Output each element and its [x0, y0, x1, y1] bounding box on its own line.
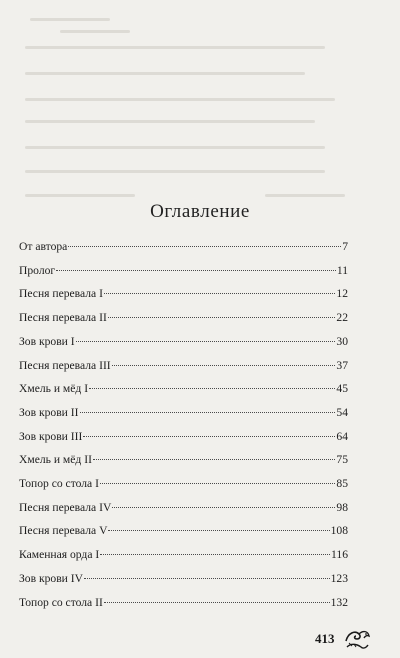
toc-entry-label: Каменная орда I [19, 548, 100, 562]
toc-entry-page: 22 [336, 311, 348, 325]
toc-entry-label: Песня перевала III [19, 358, 111, 372]
dot-leader [89, 387, 335, 389]
toc-entry-page: 12 [336, 287, 348, 301]
toc-entry-label: Песня перевала I [19, 287, 103, 301]
toc-entry-label: Зов крови III [19, 429, 83, 443]
toc-entry[interactable] [19, 546, 348, 564]
toc-entry-label: Хмель и мёд I [19, 382, 89, 396]
toc-entry-label: Топор со стола II [19, 595, 103, 609]
toc-title: Оглавление [150, 201, 250, 222]
toc-entry-label: Зов крови IV [19, 571, 84, 585]
dot-leader [83, 435, 335, 437]
toc-entry[interactable] [19, 451, 348, 469]
toc-entry-page: 37 [336, 358, 348, 372]
toc-entry-page: 132 [330, 595, 348, 609]
toc-entry-label: Песня перевала IV [19, 500, 112, 514]
toc-entry-label: Зов крови I [19, 334, 75, 348]
dot-leader [112, 364, 336, 366]
toc-entry-page: 30 [336, 334, 348, 348]
toc-entry-page: 108 [330, 524, 348, 538]
dot-leader [80, 411, 336, 413]
toc-entry[interactable] [19, 428, 348, 446]
toc-entry-label: Топор со стола I [19, 477, 99, 490]
dot-leader [68, 245, 341, 247]
toc-entry-label: Пролог [19, 263, 56, 277]
dot-leader [56, 269, 336, 271]
toc-entry[interactable] [19, 404, 348, 422]
toc-entry[interactable] [19, 594, 348, 612]
page-number: 413 [315, 631, 335, 646]
dragon-ornament-icon [343, 627, 371, 651]
toc-entry[interactable] [19, 357, 348, 375]
dot-leader [104, 601, 330, 603]
toc-entry-label: Песня перевала II [19, 311, 107, 325]
dot-leader [100, 482, 335, 484]
toc-entry[interactable] [19, 522, 348, 540]
dot-leader [112, 506, 335, 508]
toc-entry-page: 123 [330, 571, 348, 585]
toc-entry-label: От автора [19, 240, 68, 253]
toc-entry-page: 85 [336, 477, 348, 490]
dot-leader [108, 316, 336, 318]
toc-entry[interactable] [19, 285, 348, 303]
dot-leader [108, 529, 329, 531]
toc-entry-page: 116 [331, 548, 348, 562]
toc-entry[interactable] [19, 309, 348, 327]
toc-entry[interactable] [19, 333, 348, 351]
toc-entry-page: 64 [336, 429, 348, 443]
toc-entry-page: 98 [336, 500, 348, 514]
toc-entry-page: 45 [336, 382, 348, 396]
bleed-through-text [0, 0, 400, 230]
toc-entry[interactable] [19, 499, 348, 517]
toc-entry[interactable] [19, 570, 348, 588]
toc-entry-label: Песня перевала V [19, 524, 108, 538]
toc-entry-page: 75 [336, 453, 348, 467]
toc-entry[interactable] [19, 475, 348, 493]
dot-leader [93, 458, 335, 460]
toc-entry[interactable] [19, 238, 348, 256]
dot-leader [76, 340, 336, 342]
dot-leader [104, 292, 335, 294]
dot-leader [100, 553, 330, 555]
toc-entry[interactable] [19, 380, 348, 398]
toc-entry-page: 54 [336, 405, 348, 419]
toc-entry-page: 11 [336, 263, 348, 277]
toc-entry-label: Хмель и мёд II [19, 453, 92, 467]
dot-leader [84, 577, 330, 579]
toc-entry-label: Зов крови II [19, 405, 79, 419]
toc-entry[interactable] [19, 262, 348, 280]
toc-entry-page: 7 [342, 240, 348, 253]
